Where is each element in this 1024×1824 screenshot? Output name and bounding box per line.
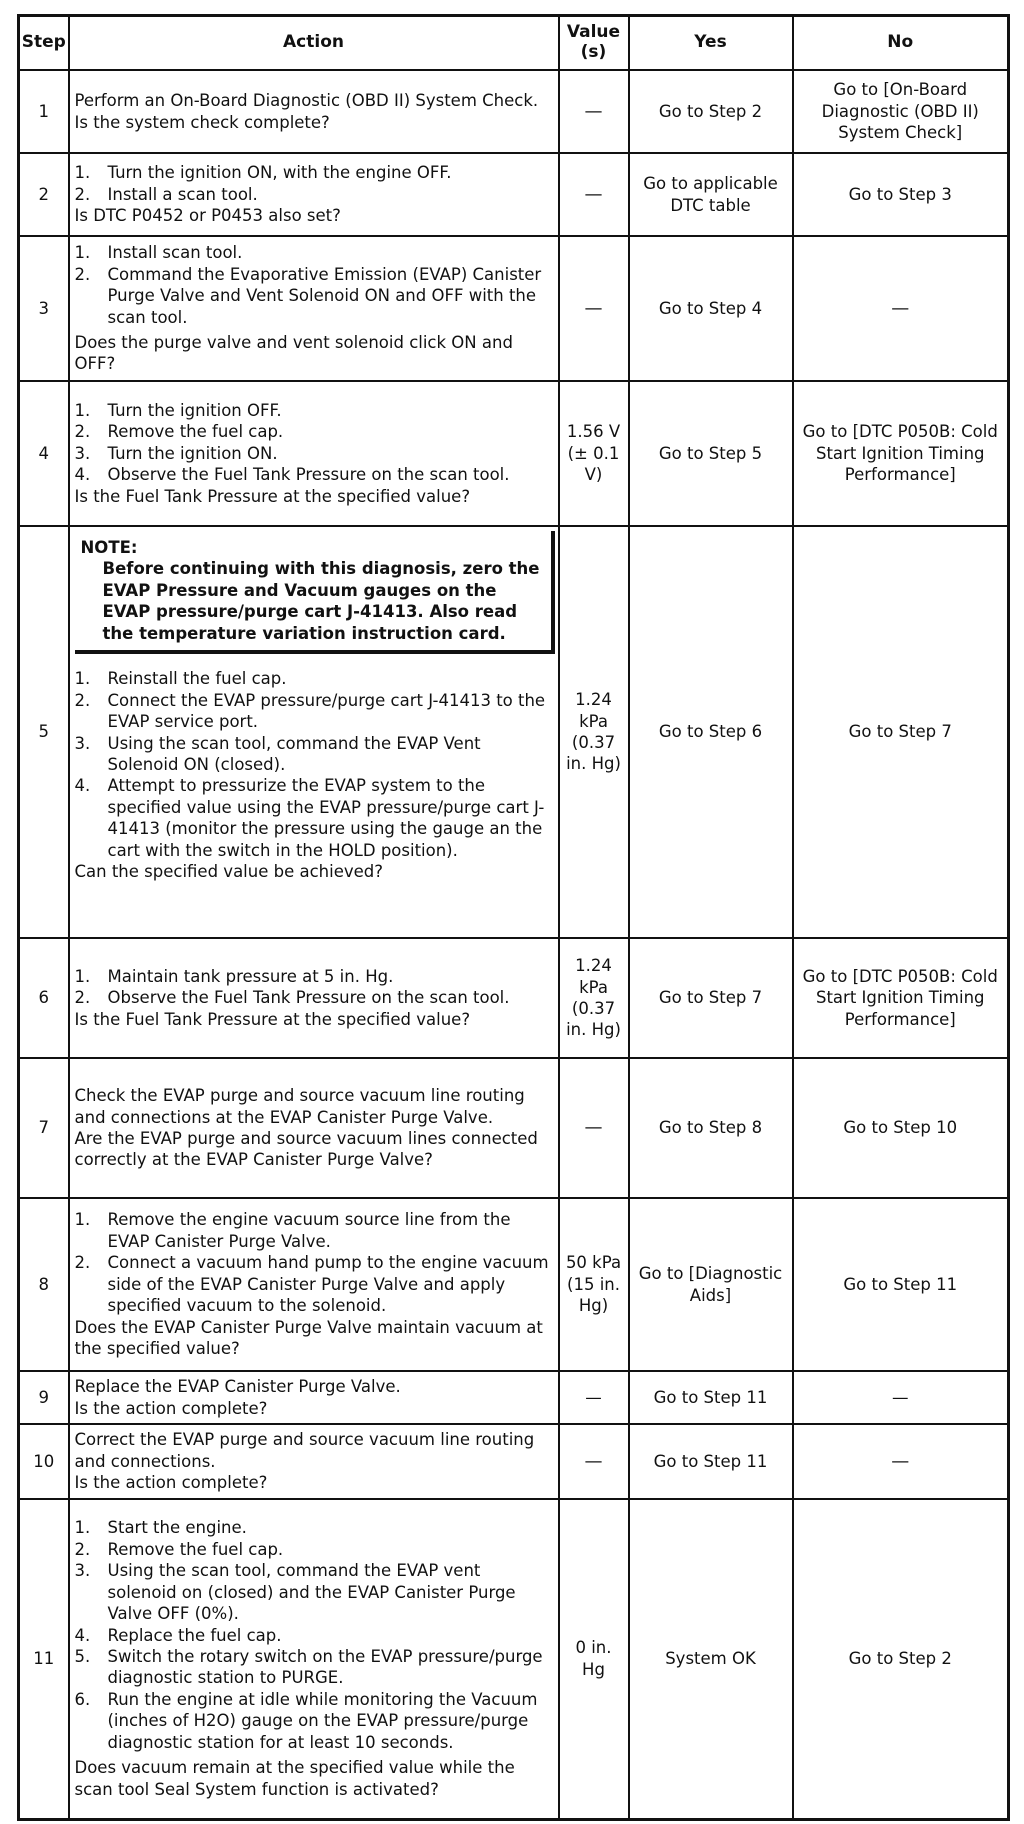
action-question: Is the Fuel Tank Pressure at the specified value?	[74, 486, 471, 506]
yes-cell: Go to applicable DTC table	[629, 153, 793, 236]
table-row	[19, 1058, 1009, 1198]
action-list	[75, 400, 554, 486]
no-cell: Go to [DTC P050B: Cold Start Ignition Timing Performance]	[793, 938, 1009, 1058]
action-cell	[69, 938, 559, 1058]
header-action: Action	[69, 16, 559, 71]
step-number: 8	[19, 1198, 69, 1371]
step-number: 9	[19, 1371, 69, 1424]
action-cell	[69, 1424, 559, 1499]
step-number: 6	[19, 938, 69, 1058]
no-cell: Go to Step 2	[793, 1499, 1009, 1819]
yes-cell: Go to [Diagnostic Aids]	[629, 1198, 793, 1371]
no-cell: Go to Step 3	[793, 153, 1009, 236]
table-row	[19, 526, 1009, 938]
note-text: Before continuing with this diagnosis, zero the EVAP Pressure and Vacuum gauges on the EVAP pressure/purge cart J-41413. Also read the temperature variation instruction card.	[102, 559, 540, 643]
yes-cell: Go to Step 7	[629, 938, 793, 1058]
action-item: 1. Remove the engine vacuum source line from the EVAP Canister Purge Valve.	[75, 1209, 554, 1252]
action-cell	[69, 1371, 559, 1424]
action-question: Is DTC P0452 or P0453 also set?	[74, 206, 341, 226]
yes-cell: Go to Step 11	[629, 1371, 793, 1424]
action-item: 1. Turn the ignition OFF.	[75, 400, 554, 421]
action-question: Does the EVAP Canister Purge Valve maintain vacuum at the specified value?	[74, 1317, 543, 1359]
action-item: 3. Turn the ignition ON.	[75, 443, 554, 464]
action-item: 2. Connect the EVAP pressure/purge cart J-41413 to the EVAP service port.	[75, 690, 554, 733]
step-number: 4	[19, 381, 69, 526]
yes-cell: Go to Step 5	[629, 381, 793, 526]
no-cell: —	[793, 1424, 1009, 1499]
note-title: NOTE:	[80, 538, 138, 557]
yes-cell: System OK	[629, 1499, 793, 1819]
action-item: 2. Observe the Fuel Tank Pressure on the scan tool.	[75, 987, 554, 1008]
action-item: 3. Using the scan tool, command the EVAP vent solenoid on (closed) and the EVAP Canister Purge Valve OFF (0%).	[75, 1560, 554, 1624]
header-row	[19, 16, 1009, 71]
table-row	[19, 153, 1009, 236]
table-row	[19, 1424, 1009, 1499]
value-cell: 0 in. Hg	[559, 1499, 629, 1819]
action-item: 2. Remove the fuel cap.	[75, 421, 554, 442]
yes-cell: Go to Step 11	[629, 1424, 793, 1499]
action-item: 3. Using the scan tool, command the EVAP Vent Solenoid ON (closed).	[75, 733, 554, 776]
action-list	[75, 668, 554, 861]
action-item: 2. Remove the fuel cap.	[75, 1539, 554, 1560]
value-cell: 1.24 kPa (0.37 in. Hg)	[559, 938, 629, 1058]
step-number: 10	[19, 1424, 69, 1499]
action-item: 5. Switch the rotary switch on the EVAP pressure/purge diagnostic station to PURGE.	[75, 1646, 554, 1689]
step-number: 5	[19, 526, 69, 938]
value-cell: —	[559, 1058, 629, 1198]
action-question: Does the purge valve and vent solenoid click ON and OFF?	[74, 332, 513, 374]
no-cell: Go to Step 11	[793, 1198, 1009, 1371]
action-question: Is the action complete?	[74, 1473, 268, 1493]
value-cell: 50 kPa (15 in. Hg)	[559, 1198, 629, 1371]
table-row	[19, 381, 1009, 526]
value-cell: —	[559, 70, 629, 153]
action-question: Is the Fuel Tank Pressure at the specified value?	[74, 1009, 471, 1029]
action-item: 2. Connect a vacuum hand pump to the engine vacuum side of the EVAP Canister Purge Valve and apply specified vacuum to the solenoid.	[75, 1252, 554, 1316]
table-row	[19, 1499, 1009, 1819]
header-no: No	[793, 16, 1009, 71]
action-cell	[69, 1198, 559, 1371]
action-cell	[69, 1499, 559, 1819]
no-cell: Go to Step 10	[793, 1058, 1009, 1198]
action-list	[75, 966, 554, 1009]
value-cell: 1.56 V (± 0.1 V)	[559, 381, 629, 526]
action-question: Is the action complete?	[74, 1398, 268, 1418]
header-step: Step	[19, 16, 69, 71]
header-value: Value (s)	[559, 16, 629, 71]
action-cell	[69, 381, 559, 526]
yes-cell: Go to Step 6	[629, 526, 793, 938]
action-list	[75, 1517, 554, 1753]
yes-cell: Go to Step 8	[629, 1058, 793, 1198]
action-item: 4. Attempt to pressurize the EVAP system to the specified value using the EVAP pressure/purge cart J-41413 (monitor the pressure using the gauge an the cart with the switch in the HOLD position).	[75, 775, 554, 861]
action-question: Does vacuum remain at the specified value while the scan tool Seal System function is activated?	[74, 1758, 515, 1799]
action-item: 1. Turn the ignition ON, with the engine OFF.	[75, 162, 554, 183]
value-cell: —	[559, 1371, 629, 1424]
action-text: Perform an On-Board Diagnostic (OBD II) System Check.	[74, 91, 539, 111]
action-text: Correct the EVAP purge and source vacuum line routing and connections.	[74, 1430, 535, 1471]
diagnostic-table	[17, 14, 1010, 1821]
value-cell: —	[559, 153, 629, 236]
action-text: Check the EVAP purge and source vacuum line routing and connections at the EVAP Canister Purge Valve.	[74, 1086, 525, 1127]
no-cell: —	[793, 1371, 1009, 1424]
action-item: 1. Install scan tool.	[75, 242, 554, 263]
step-number: 11	[19, 1499, 69, 1819]
no-cell: Go to [DTC P050B: Cold Start Ignition Timing Performance]	[793, 381, 1009, 526]
action-cell	[69, 70, 559, 153]
action-item: 6. Run the engine at idle while monitoring the Vacuum (inches of H2O) gauge on the EVAP pressure/purge diagnostic station for at least 10 seconds.	[75, 1689, 554, 1753]
step-number: 3	[19, 236, 69, 381]
action-list	[75, 162, 554, 205]
action-list	[75, 242, 554, 328]
action-item: 1. Reinstall the fuel cap.	[75, 668, 554, 689]
action-list	[75, 1209, 554, 1316]
action-item: 1. Maintain tank pressure at 5 in. Hg.	[75, 966, 554, 987]
value-cell: —	[559, 236, 629, 381]
action-item: 4. Replace the fuel cap.	[75, 1625, 554, 1646]
action-cell	[69, 153, 559, 236]
table-row	[19, 1198, 1009, 1371]
table-row	[19, 70, 1009, 153]
note-box	[75, 531, 555, 654]
action-cell	[69, 526, 559, 938]
action-cell	[69, 236, 559, 381]
table-row	[19, 1371, 1009, 1424]
yes-cell: Go to Step 4	[629, 236, 793, 381]
no-cell: Go to Step 7	[793, 526, 1009, 938]
table-row	[19, 938, 1009, 1058]
step-number: 2	[19, 153, 69, 236]
action-item: 4. Observe the Fuel Tank Pressure on the scan tool.	[75, 464, 554, 485]
action-question: Can the specified value be achieved?	[74, 862, 384, 882]
step-number: 1	[19, 70, 69, 153]
no-cell: Go to [On-Board Diagnostic (OBD II) System Check]	[793, 70, 1009, 153]
action-item: 2. Command the Evaporative Emission (EVAP) Canister Purge Valve and Vent Solenoid ON and OFF with the scan tool.	[75, 264, 554, 328]
action-cell	[69, 1058, 559, 1198]
action-question: Are the EVAP purge and source vacuum lines connected correctly at the EVAP Canister Purge Valve?	[74, 1129, 538, 1170]
table-row	[19, 236, 1009, 381]
no-cell: —	[793, 236, 1009, 381]
yes-cell: Go to Step 2	[629, 70, 793, 153]
value-cell: 1.24 kPa (0.37 in. Hg)	[559, 526, 629, 938]
step-number: 7	[19, 1058, 69, 1198]
action-item: 2. Install a scan tool.	[75, 184, 554, 205]
action-question: Is the system check complete?	[74, 112, 330, 132]
header-yes: Yes	[629, 16, 793, 71]
value-cell: —	[559, 1424, 629, 1499]
action-item: 1. Start the engine.	[75, 1517, 554, 1538]
action-text: Replace the EVAP Canister Purge Valve.	[74, 1377, 401, 1397]
